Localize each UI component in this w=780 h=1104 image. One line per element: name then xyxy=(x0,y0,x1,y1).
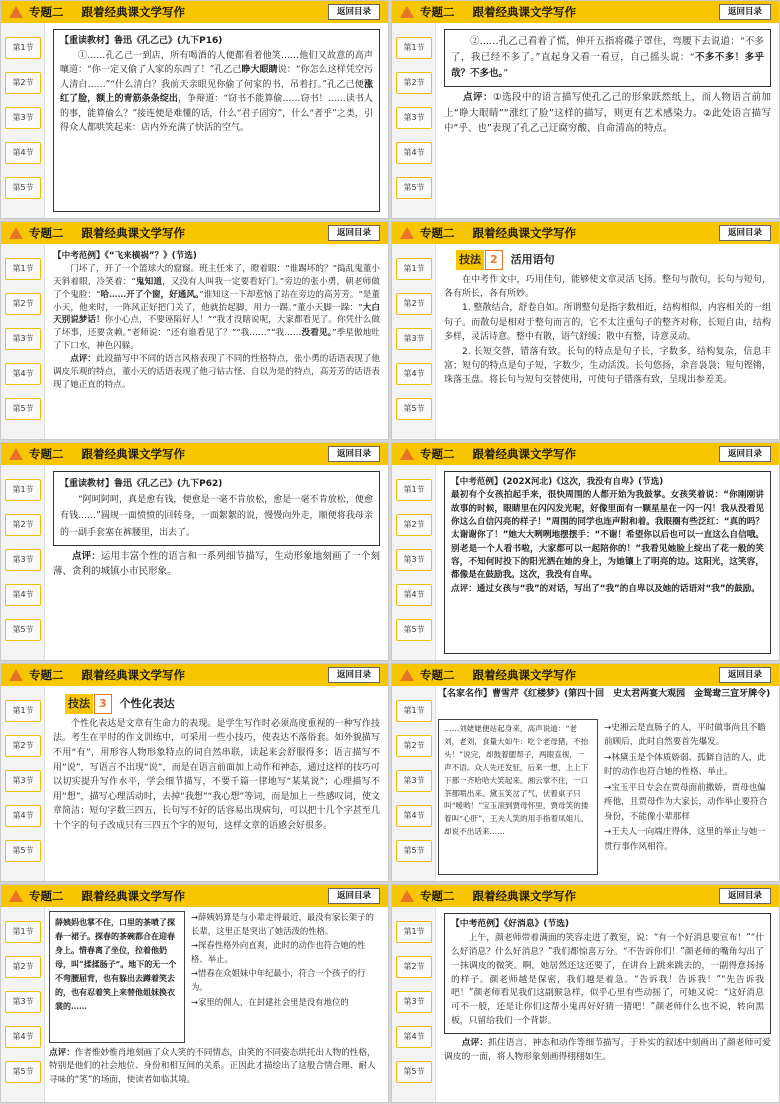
nav-item-4[interactable]: 第4节 xyxy=(396,363,432,385)
header-title: 跟着经典课文学写作 xyxy=(472,889,576,903)
nav-item-5[interactable]: 第5节 xyxy=(396,398,432,420)
example-text xyxy=(53,263,380,353)
comment-label: 点评： xyxy=(461,1038,489,1049)
highlight-span: 没看见。 xyxy=(301,328,333,339)
example-box xyxy=(444,913,771,1034)
text-span: 说：“你怎么这样凭空污人清白……”“什么清白？我前天亲眼见你偷了何家的书，吊着打。”孔乙己便 xyxy=(60,65,373,90)
text-span: 你小心点，不要诬陷好人！”“我才没瞎说呢，大家都看见了。你凭什么做了坏事，还要贪赖。”老师说：“还有谁看见了？”“我……”“我…… xyxy=(53,315,380,339)
nav-item-3[interactable]: 第3节 xyxy=(5,770,41,792)
paragraph: 个性化表达是文章有生命力的表现。是学生写作时必须高度重视的一种写作技法。考生在平时的作文训练中，可采用一些小技巧，使表达不落俗套。如外貌描写不用“有”，用形容人物形象特点的词自然串联，读起来会舒服得多；语言描写不用“说”，写语言不出现“说”，而是在语言前面加上动作和神态，通过这样的技巧可以切实提升写作水平，学会细节描写，不要千篇一律地写“某某说”；心理描写不用“想”，描写心理活动时，去掉“我想”“我心想”等词，而是加上一些感叹词，使文章简洁；短句字数三四五，长句写不好的话容易出现病句，可以把十几个字甚至几十个字的句子改成只有三四五个字的短句，这样文章的语感会好很多。 xyxy=(53,718,380,831)
comment-label: 点评： xyxy=(463,92,493,104)
nav-item-1[interactable]: 第1节 xyxy=(396,258,432,280)
nav-item-4[interactable]: 第4节 xyxy=(5,805,41,827)
triangle-icon xyxy=(400,6,414,18)
back-to-contents-button[interactable]: 返回目录 xyxy=(719,4,771,20)
nav-item-1[interactable]: 第1节 xyxy=(5,258,41,280)
nav-item-1[interactable]: 第1节 xyxy=(396,37,432,59)
note-item: →宝玉平日专会在贾母面前撒娇，贾母也偏疼他，且贾母作为大家长，动作举止要符合身份，不能像小辈那样 xyxy=(604,782,768,822)
highlight-span: 睁大眼睛 xyxy=(241,65,278,76)
nav-item-5[interactable]: 第5节 xyxy=(5,177,41,199)
text-span: ” xyxy=(332,328,337,339)
slide-9 xyxy=(0,884,389,1103)
nav-item-5[interactable]: 第5节 xyxy=(5,619,41,641)
comment xyxy=(451,583,764,596)
header-title: 跟着经典课文学写作 xyxy=(472,668,576,682)
slide-header xyxy=(1,885,388,907)
nav-item-5[interactable]: 第5节 xyxy=(5,840,41,862)
comment-label: 点评： xyxy=(70,354,97,365)
note-item: →王夫人一向端庄得体，这里的举止与她一贯行事作风相符。 xyxy=(604,827,766,852)
nav-item-4[interactable]: 第4节 xyxy=(396,142,432,164)
note-item: →探春性格外向直爽，此时的动作也符合她的性格、举止。 xyxy=(191,940,366,964)
nav-item-1[interactable]: 第1节 xyxy=(396,921,432,943)
excerpt-heading: 【名家名作】曹雪芹《红楼梦》(第四十回 史太君两宴大观园 金鸳鸯三宣牙牌令) xyxy=(438,689,771,699)
technique-number: 3 xyxy=(94,694,112,714)
text-span: ”谁知这一下却惹恼了站在旁边的高芳芳。“是董小天，他来时，一阵风正好把门关了，他就抬起脚，用力一踢。”董小天脚一跺：“ xyxy=(53,289,380,313)
back-to-contents-button[interactable]: 返回目录 xyxy=(328,446,380,462)
nav-item-1[interactable]: 第1节 xyxy=(396,479,432,501)
highlight-span: 鬼知道 xyxy=(135,276,163,287)
slide-header xyxy=(392,222,779,244)
example-text: 上午，颜老师带着满面的笑容走进了教室，说：“有一个好消息要宣布！”“什么好消息？什么好消息？”我们都惊喜万分。“不告诉你们！”颜老师的嘴角勾出了一抹调皮的微笑。啊，她居然还这还要了，在讲台上跳来跳去的，一副得意扬扬的样子。颜老师越是保密，我们越是着急。“告诉我！告诉我！”“先告诉我吧！”颜老师看见我们这副猴急样，似乎心里有些动摇了，可她又说：“这好消息可不一般，还是让你们这帮小鬼再好好猜一猜吧！”颜老师什么也不说，转向黑板，只留给我们一个背影。 xyxy=(451,932,764,1027)
back-to-contents-button[interactable]: 返回目录 xyxy=(328,888,380,904)
slide-5 xyxy=(0,442,389,661)
nav-item-2[interactable]: 第2节 xyxy=(396,72,432,94)
slide-header xyxy=(1,664,388,686)
excerpt-box xyxy=(49,911,185,1043)
slide-10 xyxy=(391,884,780,1103)
section-sidebar xyxy=(392,686,436,881)
comment-label: 点评： xyxy=(451,583,477,594)
nav-item-2[interactable]: 第2节 xyxy=(5,293,41,315)
header-title: 跟着经典课文学写作 xyxy=(472,5,576,19)
comment-text: 抓住语言、神态和动作等细节描写，于朴实的叙述中刻画出了颜老师可爱调皮的一面，将人物形象刻画得栩栩如生。 xyxy=(444,1038,771,1063)
excerpt-text: “阿呵阿呵，真是愈有钱，便愈是一毫不肯放松，愈是一毫不肯放松，便愈有钱……”圆规一面愤愤的回转身，一面絮絮的说，慢慢向外走，顺便将我母亲的一副手套塞在裤腰里，出去了。 xyxy=(60,495,373,538)
comment-text: ①选段中的语言描写使孔乙己的形象跃然纸上，而人物语言前加上“睁大眼睛”“涨红了脸”这样的描写，则更有艺术感染力。②此处语言描写中“乎、也”表现了孔乙己迂腐穷酸、自命清高的特点。 xyxy=(444,92,771,135)
slide-8 xyxy=(391,663,780,882)
triangle-icon xyxy=(400,448,414,460)
text-span: ①……孔乙己一到店，所有喝酒的人便都看着他笑……他们又故意的高声嚷道：“你一定又偷了人家的东西了！”孔乙己 xyxy=(60,50,373,76)
nav-item-3[interactable]: 第3节 xyxy=(396,328,432,350)
slide-6 xyxy=(391,442,780,661)
section-sidebar xyxy=(1,244,45,439)
paragraph: 在中考作文中，巧用佳句，能够使文章灵活飞扬。整句与散句，长句与短句，各有所长，各有所妙。 xyxy=(444,274,771,299)
slide-content xyxy=(444,29,771,212)
nav-item-2[interactable]: 第2节 xyxy=(5,72,41,94)
comment-text: 运用丰富个性的语言和一系列细节描写，生动形象地刻画了一个刻薄、贪利的城镇小市民形象。 xyxy=(53,550,380,578)
example-heading: 【中考范例】《“飞来横祸”？》(节选) xyxy=(53,251,197,261)
slide-header xyxy=(1,222,388,244)
analysis-notes xyxy=(604,721,771,855)
technique-heading xyxy=(65,694,380,714)
slide-content xyxy=(444,246,771,433)
slide-content xyxy=(49,911,380,1096)
excerpt-text xyxy=(60,49,373,136)
nav-item-5[interactable]: 第5节 xyxy=(396,1061,432,1083)
nav-item-5[interactable]: 第5节 xyxy=(5,398,41,420)
slide-header xyxy=(392,664,779,686)
paragraph: 1. 整散结合，舒卷自如。所谓整句是指字数相近，结构相似，内容相关的一组句子。而散句是相对于整句而言的，它不太注重句子的整齐对称，长短自由，结构多样，灵活诗意。整中有散，语气舒缓；散中有整，诗意灵动。 xyxy=(444,303,771,343)
example-heading: 【中考范例】(202X河北)《这次，我没有自卑》(节选) xyxy=(451,477,664,487)
header-topic: 专题二 xyxy=(29,668,64,682)
note-item: →家里的佣人，在封建社会里是没有地位的 xyxy=(191,996,349,1007)
nav-item-4[interactable]: 第4节 xyxy=(5,142,41,164)
nav-item-2[interactable]: 第2节 xyxy=(396,735,432,757)
excerpt-heading: 【重读教材】鲁迅《孔乙己》(九下P16) xyxy=(60,36,223,46)
slide-content xyxy=(438,688,771,875)
nav-item-3[interactable]: 第3节 xyxy=(5,328,41,350)
excerpt-text: 薛姨妈也掌不住，口里的茶喷了探春一裙子。探春的茶碗都合在迎春身上。惜春离了坐位，拉着他奶母，叫“揉揉肠子”。地下的无一个不弯腰屈背，也有躲出去蹲着笑去的，也有忍着笑上来替他姐妹换衣裳的…… xyxy=(55,917,177,1012)
header-topic: 专题二 xyxy=(29,447,64,461)
highlight-span: 哈……开了个窗，好通风。 xyxy=(100,289,200,300)
slide-header xyxy=(392,885,779,907)
example-box xyxy=(444,471,771,654)
section-sidebar xyxy=(392,907,436,1102)
slide-header xyxy=(392,443,779,465)
comment-label: 点评： xyxy=(72,550,101,562)
nav-item-4[interactable]: 第4节 xyxy=(396,805,432,827)
nav-item-5[interactable]: 第5节 xyxy=(396,619,432,641)
slide-content xyxy=(53,471,380,654)
analysis-notes xyxy=(191,911,380,1010)
text-span: 门坏了，开了一个篮球大的窟窿。班主任来了，瞪着眼：“谁踢坏的？”捣乱鬼董小天斜着眼，冷笑着：“ xyxy=(53,263,380,287)
slide-header xyxy=(392,1,779,23)
nav-item-3[interactable]: 第3节 xyxy=(396,549,432,571)
comment xyxy=(444,90,771,136)
nav-item-2[interactable]: 第2节 xyxy=(5,956,41,978)
slide-header xyxy=(1,443,388,465)
technique-label: 技法 xyxy=(456,250,484,270)
comment-text: 通过女孩与“我”的对话，写出了“我”的自卑以及她的话语对“我”的鼓励。 xyxy=(476,583,760,594)
nav-item-2[interactable]: 第2节 xyxy=(396,514,432,536)
note-item: →惜春在众姐妹中年纪最小，符合一个孩子的行为。 xyxy=(191,968,366,993)
nav-item-2[interactable]: 第2节 xyxy=(396,293,432,315)
note-item: →林黛玉是个体质娇弱、孤僻自洁的人，此时的动作也符合她的性格、举止。 xyxy=(604,752,766,778)
nav-item-4[interactable]: 第4节 xyxy=(396,584,432,606)
note-item: →薛姨妈算是与小辈走得最近，最没有家长架子的长辈，这里正是突出了她活泼的性格。 xyxy=(191,912,374,936)
triangle-icon xyxy=(9,6,23,18)
slide-content xyxy=(53,690,380,875)
comment-label: 点评： xyxy=(49,1048,75,1058)
text-span: ②……孔乙己看着了 xyxy=(470,36,557,47)
comment xyxy=(53,353,380,392)
technique-title: 个性化表达 xyxy=(119,697,175,710)
header-topic: 专题二 xyxy=(420,668,455,682)
excerpt-box xyxy=(438,719,598,875)
header-topic: 专题二 xyxy=(29,889,64,903)
nav-item-2[interactable]: 第2节 xyxy=(5,735,41,757)
triangle-icon xyxy=(400,669,414,681)
header-title: 跟着经典课文学写作 xyxy=(81,889,185,903)
back-to-contents-button[interactable]: 返回目录 xyxy=(328,225,380,241)
excerpt-heading: 【重读教材】鲁迅《孔乙己》(九下P62) xyxy=(60,479,223,489)
nav-item-5[interactable]: 第5节 xyxy=(5,1061,41,1083)
slide-header xyxy=(1,1,388,23)
slide-content xyxy=(53,250,380,433)
header-title: 跟着经典课文学写作 xyxy=(81,668,185,682)
comment-text: 此段描写中不同的语言风格表现了不同的性格特点，张小勇的话语表现了他调皮乐观的特点，董小天的话语表现了他刁钻古怪、自以为是的特点，高芳芳的话语表现了她正直的特点。 xyxy=(53,354,380,390)
nav-item-1[interactable]: 第1节 xyxy=(5,479,41,501)
nav-item-5[interactable]: 第5节 xyxy=(396,840,432,862)
nav-item-4[interactable]: 第4节 xyxy=(396,1026,432,1048)
header-topic: 专题二 xyxy=(29,5,64,19)
technique-title: 活用语句 xyxy=(510,253,555,266)
nav-item-1[interactable]: 第1节 xyxy=(396,700,432,722)
header-title: 跟着经典课文学写作 xyxy=(81,5,185,19)
text-span: 慌，伸开五指将碟子罩住，弯腰下去说道：“不多了，我已经不多了。”直起身又看一看豆，自己摇头说：“ xyxy=(451,36,764,64)
nav-item-1[interactable]: 第1节 xyxy=(5,37,41,59)
back-to-contents-button[interactable]: 返回目录 xyxy=(328,4,380,20)
nav-item-2[interactable]: 第2节 xyxy=(396,956,432,978)
excerpt-text: ……刘姥姥便站起身来，高声说道：“老刘，老刘，食量大如牛：吃个老母猪，不抬头！”说完，却鼓着腮帮子，两眼直视，一声不语。众人先还发怔，后来一想，上上下下都一齐哈哈大笑起来。湘云掌不住，一口茶都喷出来。黛玉笑岔了气，伏着桌子只叫“嗳哟！”宝玉滚到贾母怀里，贾母笑的搂着叫“心肝”，王夫人笑的用手指着凤姐儿，却说不出话来…… xyxy=(444,724,589,837)
nav-item-4[interactable]: 第4节 xyxy=(5,363,41,385)
triangle-icon xyxy=(9,227,23,239)
comment xyxy=(53,549,380,580)
slide-content xyxy=(444,913,771,1096)
header-title: 跟着经典课文学写作 xyxy=(81,447,185,461)
nav-item-5[interactable]: 第5节 xyxy=(396,177,432,199)
header-title: 跟着经典课文学写作 xyxy=(472,447,576,461)
back-to-contents-button[interactable]: 返回目录 xyxy=(719,888,771,904)
back-to-contents-button[interactable]: 返回目录 xyxy=(719,225,771,241)
header-topic: 专题二 xyxy=(420,889,455,903)
highlight-span: 不多不多！多乎哉？不多也。 xyxy=(451,52,764,80)
slide-7 xyxy=(0,663,389,882)
back-to-contents-button[interactable]: 返回目录 xyxy=(719,446,771,462)
triangle-icon xyxy=(9,448,23,460)
highlight-span: 涨红了脸，额上的青筋条条绽出 xyxy=(60,79,373,105)
comment-text: 作者惟妙惟肖地刻画了众人笑的不同情态，由笑的不同姿态烘托出人物的性格，特别是他们的社会地位、身份和相互间的关系。正因此才描绘出了这般合情合理、耐人寻味的“笑”的场面，使读者如临其境。 xyxy=(49,1048,376,1085)
technique-number: 2 xyxy=(485,250,503,270)
section-sidebar xyxy=(392,244,436,439)
nav-item-3[interactable]: 第3节 xyxy=(396,991,432,1013)
excerpt-box xyxy=(53,29,380,212)
comment xyxy=(49,1047,380,1087)
slide-4 xyxy=(391,221,780,440)
triangle-icon xyxy=(9,669,23,681)
highlight-span: 大白天别说梦话！ xyxy=(53,302,380,326)
technique-label: 技法 xyxy=(65,694,93,714)
section-sidebar xyxy=(1,907,45,1102)
note-item: →史湘云是直肠子的人，平时做事尚且不瞻前顾后，此时自然要首先爆发。 xyxy=(604,723,766,748)
nav-item-1[interactable]: 第1节 xyxy=(5,921,41,943)
nav-item-3[interactable]: 第3节 xyxy=(5,107,41,129)
section-sidebar xyxy=(1,465,45,660)
slide-1 xyxy=(0,0,389,219)
text-span: ，又没有人叫我一定要看好门。”旁边的张小勇，朝老师做了个鬼脸：“ xyxy=(53,276,380,300)
nav-item-4[interactable]: 第4节 xyxy=(5,584,41,606)
nav-item-3[interactable]: 第3节 xyxy=(396,107,432,129)
text-span: 季星傲地吐了下口水，神色闪躲。 xyxy=(53,328,380,352)
nav-item-4[interactable]: 第4节 xyxy=(5,1026,41,1048)
text-span: ，争辩道：“窃书不能算偷……窃书！……读书人的事，能算偷么？”接连便是难懂的话，什么“君子固穷”，什么“者乎”之类，引得众人都哄笑起来：店内外充满了快活的空气。 xyxy=(60,94,373,134)
triangle-icon xyxy=(400,227,414,239)
triangle-icon xyxy=(9,890,23,902)
section-sidebar xyxy=(1,686,45,881)
section-sidebar xyxy=(1,23,45,218)
excerpt-box xyxy=(444,29,771,87)
header-topic: 专题二 xyxy=(29,226,64,240)
back-to-contents-button[interactable]: 返回目录 xyxy=(328,667,380,683)
nav-item-3[interactable]: 第3节 xyxy=(396,770,432,792)
excerpt-box xyxy=(53,471,380,546)
section-sidebar xyxy=(392,23,436,218)
paragraph: 2. 长短交替，错落有致。长句的特点是句子长，字数多，结构复杂，信息丰富；短句的特点是句子短，字数少，生动活泼。长句悠扬，余音袅袅；短句铿锵，珠落玉盘。将长句与短句交替使用，可使句子错落有致，呈现出参差美。 xyxy=(444,346,771,386)
nav-item-1[interactable]: 第1节 xyxy=(5,700,41,722)
header-topic: 专题二 xyxy=(420,447,455,461)
triangle-icon xyxy=(400,890,414,902)
nav-item-3[interactable]: 第3节 xyxy=(5,549,41,571)
back-to-contents-button[interactable]: 返回目录 xyxy=(719,667,771,683)
slide-2 xyxy=(391,0,780,219)
slide-3 xyxy=(0,221,389,440)
section-sidebar xyxy=(392,465,436,660)
comment xyxy=(444,1037,771,1065)
header-topic: 专题二 xyxy=(420,5,455,19)
text-span: ” xyxy=(503,68,509,80)
header-title: 跟着经典课文学写作 xyxy=(472,226,576,240)
header-title: 跟着经典课文学写作 xyxy=(81,226,185,240)
example-text: 最初有个女孩拍起手来，很快周围的人都开始为我鼓掌。女孩笑着说：“你刚刚讲故事的时候，眼睛里在闪闪发光呢，好像里面有一颗星星在一闪一闪！我从没看见你这么自信闪亮的样子！”周围的同学也连声附和着。我眼圈有些泛红：“真的吗？太谢谢你了！”她大大咧咧地摆摆手：“不谢！希望你以后也可以一直这么自信哦。别老是一个人看书啦，大家都可以一起陪你的！”我看见她脸上绽出了花一般的笑容，不知何时投下的阳光洒在她的身上，为她镶上了明亮的边。这阳光，这笑容，都像是在鼓励我。这次，我没有自卑。 xyxy=(451,490,764,581)
technique-heading xyxy=(456,250,771,270)
header-topic: 专题二 xyxy=(420,226,455,240)
nav-item-2[interactable]: 第2节 xyxy=(5,514,41,536)
example-heading: 【中考范例】《好消息》(节选) xyxy=(451,919,570,929)
nav-item-3[interactable]: 第3节 xyxy=(5,991,41,1013)
